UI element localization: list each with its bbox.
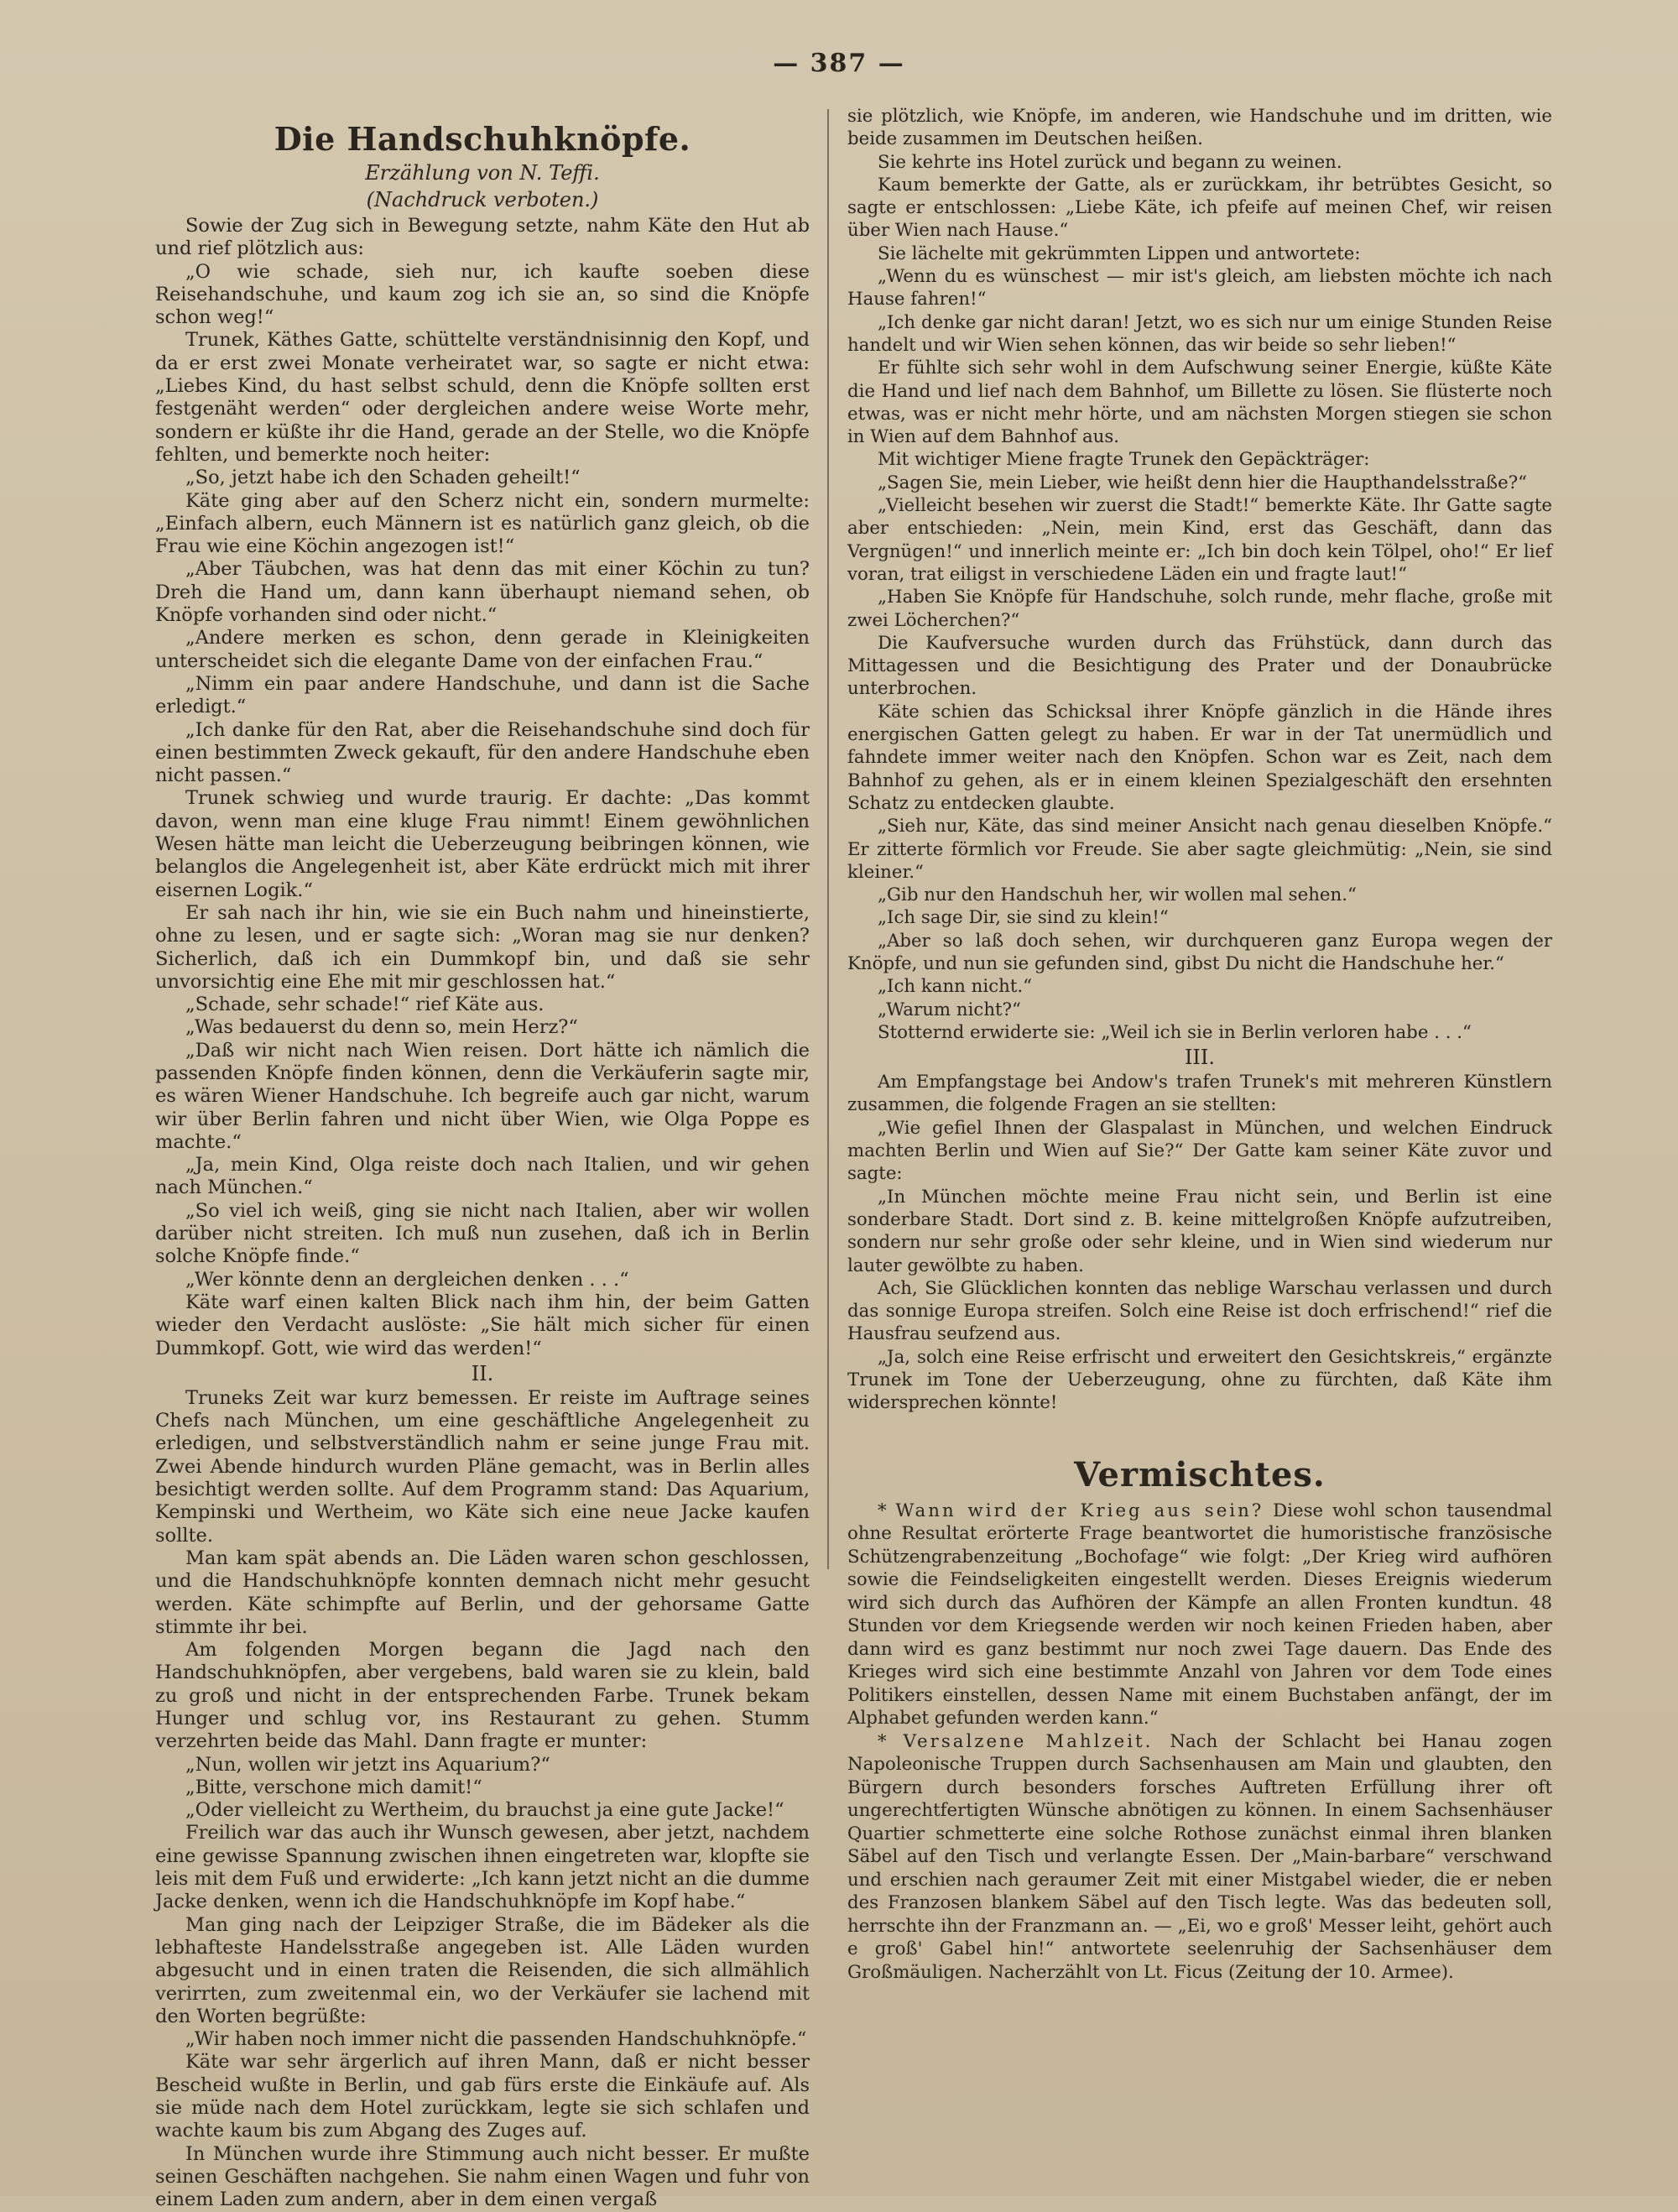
story-paragraph: Käte ging aber auf den Scherz nicht ein, sondern murmelte: „Einfach albern, euch Männern ist es natürlich ganz gleich, ob die Frau wie eine Köchin angezogen ist!“	[155, 489, 810, 558]
story-paragraph: „In München möchte meine Frau nicht sein, und Berlin ist eine sonderbare Stadt. Dort sind z. B. keine mittelgroßen Knöpfe aufzutreiben, sondern nur sehr große oder sehr kleine, und in Wien sind wiederum nur lauter gewölbte zu haben.	[847, 1186, 1552, 1276]
story-part-2	[155, 1387, 810, 2212]
section-heading-2: II.	[471, 1361, 494, 1385]
story-paragraph: Trunek, Käthes Gatte, schüttelte verständnisinnig den Kopf, und da er erst zwei Monate verheiratet war, so sagte er nicht etwa: „Liebes Kind, du hast selbst schuld, denn die Knöpfe sollten erst festgenäht werden“ oder dergleichen andere weise Worte mehr, sondern er küßte ihr die Hand, gerade an der Stelle, wo die Knöpfe fehlten, und bemerkte noch heiter:	[155, 329, 810, 466]
story-paragraph: Sie lächelte mit gekrümmten Lippen und antwortete:	[878, 243, 1361, 264]
story-paragraph: Mit wichtiger Miene fragte Trunek den Gepäckträger:	[878, 449, 1370, 471]
story-part-3	[847, 1071, 1552, 1414]
story-paragraph: In München wurde ihre Stimmung auch nicht besser. Er mußte seinen Geschäften nachgehen. Sie nahm einen Wagen und fuhr von einem Laden zum andern, aber in dem einen vergaß	[155, 2142, 810, 2211]
story-paragraph: „Ja, mein Kind, Olga reiste doch nach Italien, und wir gehen nach München.“	[155, 1154, 810, 1199]
story-paragraph: „Warum nicht?“	[878, 999, 1021, 1020]
left-column	[155, 105, 810, 2211]
story-paragraph: Am folgenden Morgen begann die Jagd nach den Handschuhknöpfen, aber vergebens, bald waren sie zu klein, bald zu groß und nicht in der entsprechenden Farbe. Trunek bekam Hunger und schlug vor, ins Restaurant zu gehen. Stumm verzehrten beide das Mahl. Dann fragte er munter:	[155, 1639, 810, 1753]
story-paragraph: Freilich war das auch ihr Wunsch gewesen, aber jetzt, nachdem eine gewisse Spannung zwischen ihnen eingetreten war, klopfte sie leis mit dem Fuß und erwiderte: „Ich kann jetzt nicht an die dumme Jacke denken, wenn ich die Handschuhknöpfe im Kopf habe.“	[155, 1822, 810, 1913]
story-paragraph: Trunek schwieg und wurde traurig. Er dachte: „Das kommt davon, wenn man eine kluge Frau nimmt! Einem gewöhnlichen Wesen hätte man leicht die Ueberzeugung beibringen können, wie belanglos die Angelegenheit ist, aber Käte erdrückt mich mit ihrer eisernen Logik.“	[155, 787, 810, 901]
story-paragraph: sie plötzlich, wie Knöpfe, im anderen, wie Handschuhe und im dritten, wie beide zusammen im Deutschen heißen.	[847, 106, 1552, 150]
story-paragraph: „So, jetzt habe ich den Schaden geheilt!“	[185, 467, 581, 489]
story-paragraph: „Wir haben noch immer nicht die passenden Handschuhknöpfe.“	[185, 2028, 807, 2051]
story-paragraph: „Haben Sie Knöpfe für Handschuhe, solch runde, mehr flache, große mit zwei Löcherchen?“	[847, 587, 1552, 631]
story-paragraph: „Wer könnte denn an dergleichen denken . . .“	[185, 1268, 629, 1291]
story-paragraph: Stotternd erwiderte sie: „Weil ich sie in Berlin verloren habe . . .“	[878, 1021, 1472, 1043]
story-paragraph: „Ich denke gar nicht daran! Jetzt, wo es sich nur um einige Stunden Reise handelt und wir Wien sehen können, das wir beide so sehr lieben!“	[847, 311, 1552, 356]
story-paragraph: „Schade, sehr schade!“ rief Käte aus.	[185, 994, 545, 1016]
misc-section	[847, 1455, 1552, 1985]
story-paragraph: „Nimm ein paar andere Handschuhe, und dann ist die Sache erledigt.“	[155, 672, 810, 718]
misc-item-2-text: Nach der Schlacht bei Hanau zogen Napoleonische Truppen durch Sachsenhausen am Main und glaubten, den Bürgern durch besonders forsches Auftreten Erfüllung ihrer oft ungerechtfertigten Wünsche abnötigen zu können. In einem Sachsenhäuser Quartier schmetterte eine solche Rothose zunächst einmal ihren blanken Säbel auf den Tisch und verlangte Essen. Der „Main-barbare“ verschwand und erschien nach geraumer Zeit mit einer Mistgabel wieder, die er neben des Franzosen blankem Säbel auf den Tisch legte. Was das bedeuten soll, herrschte ihn der Franzmann an. — „Ei, wo e groß' Messer leiht, gehört auch e groß' Gabel hin!“ antwortete seelenruhig der Sachsenhäuser dem Großmäuligen. Nacherzählt von Lt. Ficus (Zeitung der 10. Armee).	[847, 1730, 1553, 1983]
story-paragraph: „Ja, solch eine Reise erfrischt und erweitert den Gesichtskreis,“ ergänzte Trunek im Tone der Ueberzeugung, ohne zu fürchten, daß Käte ihm widersprechen könnte!	[847, 1346, 1552, 1414]
story-paragraph: Käte warf einen kalten Blick nach ihm hin, der beim Gatten wieder den Verdacht auslöste: „Sie hält mich sicher für einen Dummkopf. Gott, wie wird das werden!“	[155, 1291, 810, 1359]
story-paragraph: „O wie schade, sieh nur, ich kaufte soeben diese Reisehandschuhe, und kaum zog ich sie an, so sind die Knöpfe schon weg!“	[155, 260, 810, 329]
story-paragraph: Ach, Sie Glücklichen konnten das neblige Warschau verlassen und durch das sonnige Europa streifen. Solch eine Reise ist doch erfrischend!“ rief die Hausfrau seufzend aus.	[847, 1277, 1552, 1345]
story-title: Die Handschuhknöpfe.	[274, 120, 691, 158]
misc-item-1-text: Diese wohl schon tausendmal ohne Resultat erörterte Frage beantwortet die humoristische französische Schützengrabenzeitung „Bochofage“ wie folgt: „Der Krieg wird aufhören sowie die Feindseligkeiten eingestellt werden. Dieses Ereignis wiederum wird sich durch das Aufhören der Kämpfe an allen Fronten kundtun. 48 Stunden vor dem Kriegsende werden wir noch keinen Frieden haben, aber dann wird es ganz bestimmt nur noch zwei Tage dauern. Das Ende des Krieges wird sich eine bestimmte Anzahl von Jahren vor dem Tode eines Politikers einstellen, dessen Name mit einem Buchstaben anfängt, der im Alphabet gefunden werden kann.“	[847, 1500, 1552, 1729]
story-paragraph: „Sagen Sie, mein Lieber, wie heißt denn hier die Haupthandelsstraße?“	[878, 472, 1528, 493]
story-paragraph: „Aber so laß doch sehen, wir durchqueren ganz Europa wegen der Knöpfe, und nun sie gefunden sind, gibst Du nicht die Handschuhe her.“	[847, 930, 1552, 974]
story-paragraph: „Gib nur den Handschuh her, wir wollen mal sehen.“	[878, 884, 1357, 906]
misc-item-2: * Versalzene Mahlzeit. Nach der Schlacht bei Hanau zogen Napoleonische Truppen durch Sachsenhausen am Main und glaubten, den Bürgern durch besonders forsches Auftreten Erfüllung ihrer oft ungerechtfertigten Wünsche abnötigen zu können. In einem Sachsenhäuser Quartier schmetterte eine solche Rothose zunächst einmal ihren blanken Säbel auf den Tisch und verlangte Essen. Der „Main-barbare“ verschwand und erschien nach geraumer Zeit mit einer Mistgabel wieder, die er neben des Franzosen blankem Säbel auf den Tisch legte. Was das bedeuten soll, herrschte ihn der Franzmann an. — „Ei, wo e groß' Messer leiht, gehört auch e groß' Gabel hin!“ antwortete seelenruhig der Sachsenhäuser dem Großmäuligen. Nacherzählt von Lt. Ficus (Zeitung der 10. Armee).	[847, 1730, 1553, 1983]
reprint-note: (Nachdruck verboten.)	[366, 188, 599, 211]
story-paragraph: „Ich kann nicht.“	[878, 976, 1033, 998]
story-part-2-continued	[847, 105, 1552, 1044]
misc-item-1: * Wann wird der Krieg aus sein? Diese wohl schon tausendmal ohne Resultat erörterte Frage beantwortet die humoristische französische Schützengrabenzeitung „Bochofage“ wie folgt: „Der Krieg wird aufhören sowie die Feindseligkeiten eingestellt werden. Dieses Ereignis wiederum wird sich durch das Aufhören der Kämpfe an allen Fronten kundtun. 48 Stunden vor dem Kriegsende werden wir noch keinen Frieden haben, aber dann wird es ganz bestimmt nur noch zwei Tage dauern. Das Ende des Krieges wird sich eine bestimmte Anzahl von Jahren vor dem Tode eines Politikers einstellen, dessen Name mit einem Buchstaben anfängt, der im Alphabet gefunden werden kann.“	[847, 1500, 1552, 1729]
story-paragraph: „Andere merken es schon, denn gerade in Kleinigkeiten unterscheidet sich die elegante Dame von der einfachen Frau.“	[155, 627, 810, 672]
story-part-1	[155, 215, 810, 1360]
story-paragraph: „Bitte, verschone mich damit!“	[185, 1776, 482, 1798]
story-paragraph: „Ich sage Dir, sie sind zu klein!“	[878, 907, 1169, 929]
story-paragraph: „Daß wir nicht nach Wien reisen. Dort hätte ich nämlich die passenden Knöpfe finden können, denn die Verkäuferin sagte mir, es wären Wiener Handschuhe. Ich begreife auch gar nicht, warum wir über Berlin fahren und nicht über Wien, wie Olga Poppe es machte.“	[155, 1039, 810, 1153]
story-byline: Erzählung von N. Teffi.	[365, 161, 600, 185]
page-number: — 387 —	[773, 49, 905, 78]
story-paragraph: Man kam spät abends an. Die Läden waren schon geschlossen, und die Handschuhknöpfe konnten demnach nicht mehr gesucht werden. Käte schimpfte auf Berlin, und der gehorsame Gatte stimmte ihr bei.	[155, 1547, 810, 1638]
misc-title: Vermischtes.	[1074, 1454, 1326, 1495]
story-paragraph: „Ich danke für den Rat, aber die Reisehandschuhe sind doch für einen bestimmten Zweck gekauft, für den andere Handschuhe eben nicht passen.“	[155, 718, 810, 787]
story-paragraph: „Was bedauerst du denn so, mein Herz?“	[185, 1016, 578, 1039]
story-paragraph: Käte schien das Schicksal ihrer Knöpfe gänzlich in die Hände ihres energischen Gatten gelegt zu haben. Er war in der Tat unermüdlich und fahndete immer weiter nach den Knöpfen. Schon war es Zeit, nach dem Bahnhof zu gehen, als er in einem kleinen Spezialgeschäft den ersehnten Schatz zu entdecken glaubte.	[847, 701, 1552, 814]
misc-item-2-heading: Versalzene Mahlzeit.	[903, 1730, 1154, 1752]
story-paragraph: Er sah nach ihr hin, wie sie ein Buch nahm und hineinstierte, ohne zu lesen, und er sagte sich: „Woran mag sie nur denken? Sicherlich, daß ich ein Dummkopf bin, und daß sie sehr unvorsichtig eine Ehe mit mir geschlossen hat.“	[155, 901, 810, 993]
right-column	[847, 105, 1552, 2178]
story-paragraph: „Wie gefiel Ihnen der Glaspalast in München, und welchen Eindruck machten Berlin und Wien auf Sie?“ Der Gatte kam seiner Käte zuvor und sagte:	[847, 1117, 1552, 1185]
story-paragraph: „Sieh nur, Käte, das sind meiner Ansicht nach genau dieselben Knöpfe.“ Er zitterte förmlich vor Freude. Sie aber sagte gleichmütig: „Nein, sie sind kleiner.“	[847, 816, 1552, 883]
story-paragraph: „Nun, wollen wir jetzt ins Aquarium?“	[185, 1753, 550, 1776]
story-paragraph: Sie kehrte ins Hotel zurück und begann zu weinen.	[878, 151, 1342, 173]
story-paragraph: „So viel ich weiß, ging sie nicht nach Italien, aber wir wollen darüber nicht streiten. Ich muß nun zusehen, daß ich in Berlin solche Knöpfe finde.“	[155, 1199, 810, 1268]
story-paragraph: Käte war sehr ärgerlich auf ihren Mann, daß er nicht besser Bescheid wußte in Berlin, und gab fürs erste die Einkäufe auf. Als sie müde nach dem Hotel zurückkam, legte sie sich schlafen und wachte kaum bis zum Abgang des Zuges auf.	[155, 2051, 810, 2142]
story-paragraph: Am Empfangstage bei Andow's trafen Trunek's mit mehreren Künstlern zusammen, die folgende Fragen an sie stellten:	[847, 1072, 1552, 1116]
story-paragraph: Truneks Zeit war kurz bemessen. Er reiste im Auftrage seines Chefs nach München, um eine geschäftliche Angelegenheit zu erledigen, und selbstverständlich nahm er seine junge Frau mit. Zwei Abende hindurch wurden Pläne gemacht, was in Berlin alles besichtigt werden sollte. Auf dem Programm stand: Das Aquarium, Kempinski und Wertheim, wo Käte sich eine neue Jacke kaufen sollte.	[155, 1386, 810, 1547]
story-paragraph: Die Kaufversuche wurden durch das Frühstück, dann durch das Mittagessen und die Besichtigung des Prater und der Donaubrücke unterbrochen.	[847, 632, 1552, 700]
story-paragraph: Man ging nach der Leipziger Straße, die im Bädeker als die lebhafteste Handelsstraße angegeben ist. Alle Läden wurden abgesucht und in einen traten die Reisenden, die sich allmählich verirrten, zum zweitenmal ein, wo der Verkäufer sie lachend mit den Worten begrüßte:	[155, 1913, 810, 2027]
story-paragraph: Kaum bemerkte der Gatte, als er zurückkam, ihr betrübtes Gesicht, so sagte er entschlossen: „Liebe Käte, ich pfeife auf meinen Chef, wir reisen über Wien nach Hause.“	[847, 174, 1552, 242]
story-paragraph: Sowie der Zug sich in Bewegung setzte, nahm Käte den Hut ab und rief plötzlich aus:	[155, 215, 810, 260]
story-paragraph: „Oder vielleicht zu Wertheim, du brauchst ja eine gute Jacke!“	[185, 1799, 784, 1822]
story-paragraph: Er fühlte sich sehr wohl in dem Aufschwung seiner Energie, küßte Käte die Hand und lief nach dem Bahnhof, um Billette zu lösen. Sie flüsterte noch etwas, was er nicht mehr hörte, und am nächsten Morgen stiegen sie schon in Wien auf dem Bahnhof aus.	[847, 357, 1552, 448]
story-paragraph: „Vielleicht besehen wir zuerst die Stadt!“ bemerkte Käte. Ihr Gatte sagte aber entschieden: „Nein, mein Kind, erst das Geschäft, dann das Vergnügen!“ und innerlich meinte er: „Ich bin doch kein Tölpel, oho!“ Er lief voran, trat eiligst in verschiedene Läden ein und fragte laut!“	[847, 495, 1552, 585]
section-heading-3: III.	[1184, 1046, 1216, 1070]
column-divider	[827, 109, 829, 1569]
story-paragraph: „Aber Täubchen, was hat denn das mit einer Köchin zu tun? Dreh die Hand um, dann kann überhaupt niemand sehen, ob Knöpfe vorhanden sind oder nicht.“	[155, 558, 810, 627]
story-paragraph: „Wenn du es wünschest — mir ist's gleich, am liebsten möchte ich nach Hause fahren!“	[847, 266, 1552, 310]
misc-item-1-heading: Wann wird der Krieg aus sein?	[895, 1500, 1264, 1521]
